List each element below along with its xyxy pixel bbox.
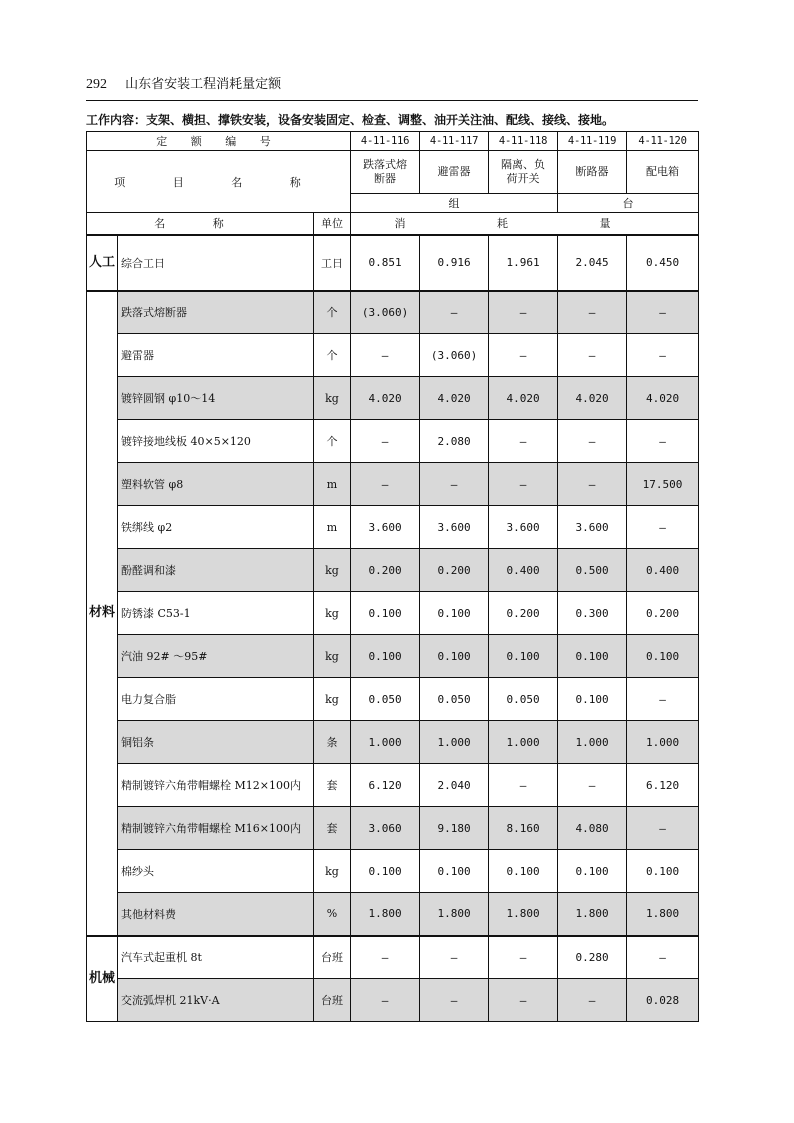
row-value: — bbox=[489, 334, 558, 377]
header-rule bbox=[86, 100, 698, 101]
group-label: 材料 bbox=[87, 291, 118, 936]
row-value: 6.120 bbox=[627, 764, 699, 807]
row-value: 0.100 bbox=[627, 635, 699, 678]
row-unit: 个 bbox=[314, 420, 351, 463]
row-value: 4.020 bbox=[489, 377, 558, 420]
row-value: 2.080 bbox=[420, 420, 489, 463]
row-value: 0.200 bbox=[420, 549, 489, 592]
quota-code: 4-11-120 bbox=[627, 132, 699, 151]
row-name: 综合工日 bbox=[118, 235, 314, 291]
row-name: 酚醛调和漆 bbox=[118, 549, 314, 592]
row-name: 跌落式熔断器 bbox=[118, 291, 314, 334]
table-row bbox=[87, 678, 699, 721]
row-value: — bbox=[420, 936, 489, 979]
table-row bbox=[87, 506, 699, 549]
row-unit: 套 bbox=[314, 764, 351, 807]
table-row bbox=[87, 549, 699, 592]
item-name: 配电箱 bbox=[627, 151, 699, 194]
table-row bbox=[87, 592, 699, 635]
row-value: 0.100 bbox=[351, 592, 420, 635]
table-row bbox=[87, 291, 699, 334]
row-value: 0.100 bbox=[351, 635, 420, 678]
row-value: 4.020 bbox=[558, 377, 627, 420]
row-value: — bbox=[420, 979, 489, 1022]
row-value: 0.280 bbox=[558, 936, 627, 979]
row-value: 0.200 bbox=[351, 549, 420, 592]
row-value: 3.600 bbox=[351, 506, 420, 549]
row-name: 铁绑线 φ2 bbox=[118, 506, 314, 549]
page-header bbox=[86, 72, 698, 98]
row-value: — bbox=[420, 291, 489, 334]
row-value: 0.100 bbox=[420, 850, 489, 893]
row-value: — bbox=[627, 936, 699, 979]
row-value: — bbox=[627, 334, 699, 377]
quota-code: 4-11-117 bbox=[420, 132, 489, 151]
row-name: 棉纱头 bbox=[118, 850, 314, 893]
row-value: 0.200 bbox=[489, 592, 558, 635]
row-value: — bbox=[351, 420, 420, 463]
row-value: — bbox=[558, 291, 627, 334]
group-label: 机械 bbox=[87, 936, 118, 1022]
row-value: 0.100 bbox=[558, 678, 627, 721]
row-value: 3.060 bbox=[351, 807, 420, 850]
item-label: 项 目 名 称 bbox=[87, 151, 351, 213]
row-value: — bbox=[558, 463, 627, 506]
row-value: 4.080 bbox=[558, 807, 627, 850]
row-value: — bbox=[558, 334, 627, 377]
row-value: 4.020 bbox=[627, 377, 699, 420]
row-value: 0.100 bbox=[558, 635, 627, 678]
table-row bbox=[87, 979, 699, 1022]
row-value: — bbox=[351, 463, 420, 506]
row-value: 1.000 bbox=[558, 721, 627, 764]
row-value: 9.180 bbox=[420, 807, 489, 850]
row-value: 0.100 bbox=[489, 850, 558, 893]
table-row bbox=[87, 420, 699, 463]
row-value: 0.100 bbox=[420, 592, 489, 635]
row-unit: % bbox=[314, 893, 351, 936]
row-value: 1.800 bbox=[420, 893, 489, 936]
row-value: 17.500 bbox=[627, 463, 699, 506]
row-value: 0.400 bbox=[627, 549, 699, 592]
row-value: 1.000 bbox=[351, 721, 420, 764]
row-name: 其他材料费 bbox=[118, 893, 314, 936]
row-name: 汽车式起重机 8t bbox=[118, 936, 314, 979]
row-unit: 套 bbox=[314, 807, 351, 850]
table-row bbox=[87, 635, 699, 678]
row-value: 1.000 bbox=[627, 721, 699, 764]
column-header-row bbox=[87, 213, 699, 235]
row-value: 0.100 bbox=[489, 635, 558, 678]
row-name: 塑料软管 φ8 bbox=[118, 463, 314, 506]
row-value: — bbox=[489, 979, 558, 1022]
col-unit-header: 单位 bbox=[314, 213, 351, 235]
col-name-header: 名 称 bbox=[87, 213, 314, 235]
row-value: 1.000 bbox=[489, 721, 558, 764]
row-value: 0.400 bbox=[489, 549, 558, 592]
row-value: — bbox=[627, 420, 699, 463]
quota-code: 4-11-119 bbox=[558, 132, 627, 151]
row-unit: kg bbox=[314, 678, 351, 721]
item-name: 断路器 bbox=[558, 151, 627, 194]
row-name: 精制镀锌六角带帽螺栓 M16×100内 bbox=[118, 807, 314, 850]
row-value: 0.100 bbox=[351, 850, 420, 893]
row-value: 3.600 bbox=[489, 506, 558, 549]
table-row bbox=[87, 721, 699, 764]
row-value: — bbox=[627, 678, 699, 721]
row-value: — bbox=[489, 764, 558, 807]
row-value: — bbox=[351, 936, 420, 979]
row-unit: kg bbox=[314, 377, 351, 420]
group-label: 人工 bbox=[87, 235, 118, 291]
row-value: — bbox=[627, 807, 699, 850]
table-row bbox=[87, 463, 699, 506]
row-value: — bbox=[489, 420, 558, 463]
row-value: 0.100 bbox=[420, 635, 489, 678]
unit-group: 台 bbox=[558, 194, 699, 213]
row-value: 0.050 bbox=[351, 678, 420, 721]
row-unit: 工日 bbox=[314, 235, 351, 291]
row-unit: kg bbox=[314, 635, 351, 678]
row-value: 1.800 bbox=[558, 893, 627, 936]
row-value: — bbox=[627, 291, 699, 334]
row-value: 1.800 bbox=[627, 893, 699, 936]
row-value: 0.100 bbox=[558, 850, 627, 893]
row-name: 精制镀锌六角带帽螺栓 M12×100内 bbox=[118, 764, 314, 807]
row-value: (3.060) bbox=[420, 334, 489, 377]
row-value: 0.300 bbox=[558, 592, 627, 635]
row-value: — bbox=[558, 420, 627, 463]
row-value: (3.060) bbox=[351, 291, 420, 334]
item-name: 隔离、负荷开关 bbox=[489, 151, 558, 194]
col-consume-header: 消 耗 量 bbox=[351, 213, 699, 235]
row-unit: m bbox=[314, 463, 351, 506]
row-name: 交流弧焊机 21kV·A bbox=[118, 979, 314, 1022]
book-title: 山东省安装工程消耗量定额 bbox=[125, 77, 282, 92]
row-name: 铜铝条 bbox=[118, 721, 314, 764]
row-name: 电力复合脂 bbox=[118, 678, 314, 721]
row-unit: kg bbox=[314, 549, 351, 592]
row-value: — bbox=[351, 979, 420, 1022]
work-content: 工作内容：支架、横担、撑铁安装，设备安装固定、检查、调整、油开关注油、配线、接线、接地。 bbox=[86, 113, 615, 127]
code-label: 定 额 编 号 bbox=[87, 132, 351, 151]
row-unit: 个 bbox=[314, 334, 351, 377]
row-value: — bbox=[489, 463, 558, 506]
row-value: 1.961 bbox=[489, 235, 558, 291]
code-row bbox=[87, 132, 699, 151]
row-value: 0.200 bbox=[627, 592, 699, 635]
row-unit: m bbox=[314, 506, 351, 549]
row-value: 6.120 bbox=[351, 764, 420, 807]
row-value: 0.028 bbox=[627, 979, 699, 1022]
page-number: 292 bbox=[86, 77, 107, 92]
row-unit: 个 bbox=[314, 291, 351, 334]
quota-code: 4-11-118 bbox=[489, 132, 558, 151]
row-unit: kg bbox=[314, 850, 351, 893]
row-value: 0.450 bbox=[627, 235, 699, 291]
unit-group: 组 bbox=[351, 194, 558, 213]
row-unit: 台班 bbox=[314, 936, 351, 979]
row-unit: 条 bbox=[314, 721, 351, 764]
row-value: — bbox=[558, 764, 627, 807]
row-value: 0.916 bbox=[420, 235, 489, 291]
quota-table bbox=[86, 131, 699, 1022]
row-value: — bbox=[627, 506, 699, 549]
row-value: — bbox=[489, 936, 558, 979]
table-row bbox=[87, 850, 699, 893]
row-name: 镀锌圆钢 φ10～14 bbox=[118, 377, 314, 420]
row-value: 2.045 bbox=[558, 235, 627, 291]
table-row bbox=[87, 235, 699, 291]
row-value: 0.100 bbox=[627, 850, 699, 893]
row-value: 4.020 bbox=[420, 377, 489, 420]
row-value: — bbox=[420, 463, 489, 506]
table-row bbox=[87, 764, 699, 807]
table-row bbox=[87, 936, 699, 979]
row-value: 3.600 bbox=[558, 506, 627, 549]
row-value: — bbox=[351, 334, 420, 377]
row-value: 1.800 bbox=[351, 893, 420, 936]
row-name: 防锈漆 C53-1 bbox=[118, 592, 314, 635]
row-value: 8.160 bbox=[489, 807, 558, 850]
row-value: 0.500 bbox=[558, 549, 627, 592]
item-row bbox=[87, 151, 699, 194]
table-row bbox=[87, 377, 699, 420]
row-value: 2.040 bbox=[420, 764, 489, 807]
row-value: — bbox=[489, 291, 558, 334]
row-name: 避雷器 bbox=[118, 334, 314, 377]
item-name: 避雷器 bbox=[420, 151, 489, 194]
row-value: 0.050 bbox=[420, 678, 489, 721]
table-row bbox=[87, 893, 699, 936]
row-unit: 台班 bbox=[314, 979, 351, 1022]
row-name: 汽油 92# ～95# bbox=[118, 635, 314, 678]
row-name: 镀锌接地线板 40×5×120 bbox=[118, 420, 314, 463]
row-unit: kg bbox=[314, 592, 351, 635]
table-row bbox=[87, 334, 699, 377]
quota-code: 4-11-116 bbox=[351, 132, 420, 151]
row-value: 0.050 bbox=[489, 678, 558, 721]
row-value: — bbox=[558, 979, 627, 1022]
row-value: 1.800 bbox=[489, 893, 558, 936]
row-value: 3.600 bbox=[420, 506, 489, 549]
row-value: 4.020 bbox=[351, 377, 420, 420]
item-name: 跌落式熔断器 bbox=[351, 151, 420, 194]
row-value: 0.851 bbox=[351, 235, 420, 291]
row-value: 1.000 bbox=[420, 721, 489, 764]
table-row bbox=[87, 807, 699, 850]
